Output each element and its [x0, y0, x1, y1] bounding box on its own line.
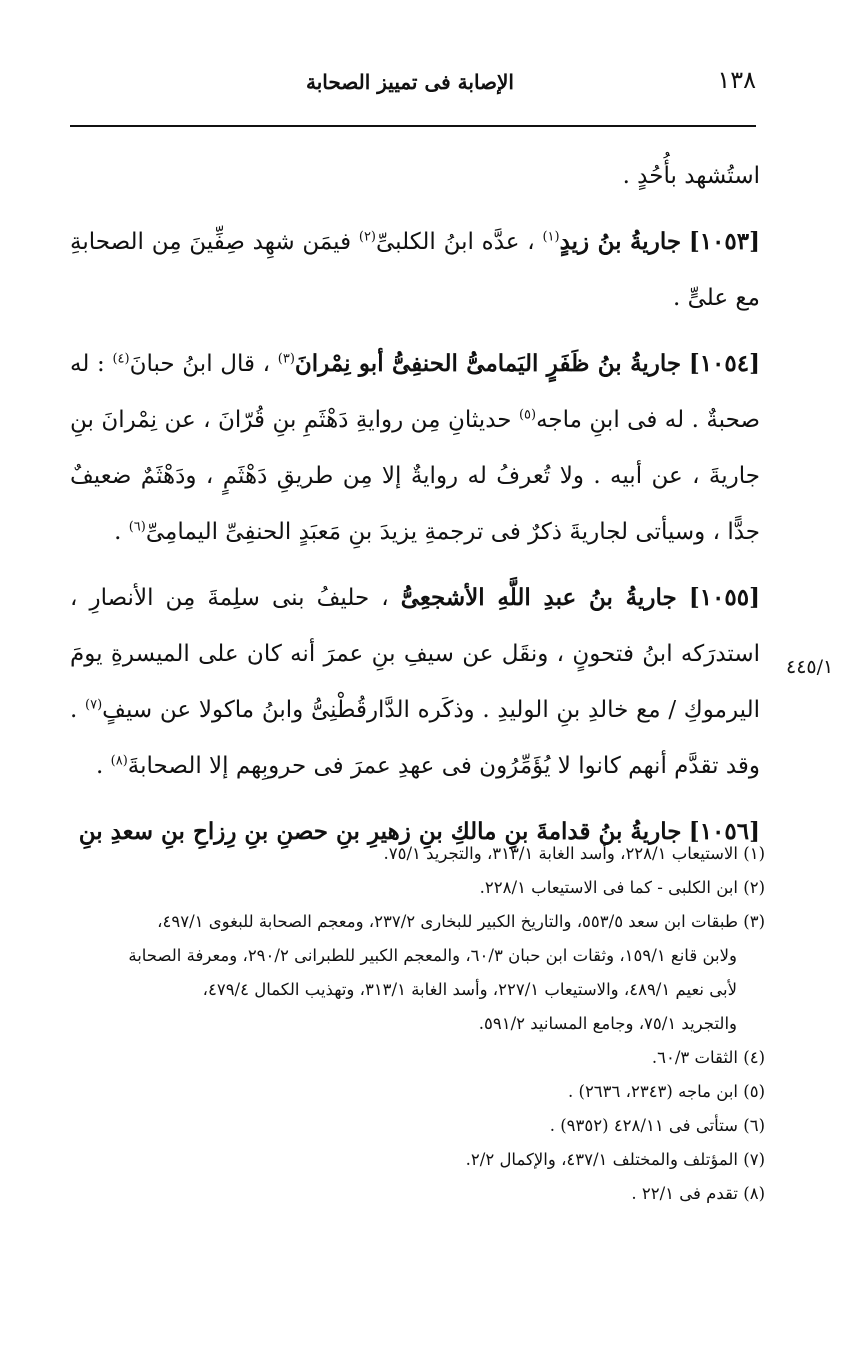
footnote-ref: (٨) [110, 753, 128, 769]
entry-text: حديثانِ مِن روايةِ دَهْثَمِ بنِ قُرّانَ ، عن نِمْرانَ بنِ جاريةَ ، عن أبيه . ولا تُعرفُ له روايةٌ إلا مِن طريقِ دَهْثَمٍ ، ودَهْثَمٌ ضعيفٌ جدًّا ، وسيأتى لجاريةَ ذكرٌ فى ترجمةِ يزيدَ بنِ مَعبَدٍ الحنفِىِّ اليمامِىِّ [70, 407, 760, 545]
footnote-ref: (١) [542, 229, 560, 245]
footnote: (٣) طبقات ابن سعد ٥٥٣/٥، والتاريخ الكبير للبخارى ٢٣٧/٢، ومعجم الصحابة للبغوى ٤٩٧/١، [157, 912, 765, 931]
entry-1054 [70, 336, 760, 560]
footnote-ref: (٤) [112, 351, 130, 367]
entry-name: جاريةُ بنُ زيدٍ [559, 228, 682, 255]
footnote: (٧) المؤتلف والمختلف ٤٣٧/١، والإكمال ٢/٢. [465, 1150, 765, 1169]
entry-text: . [114, 519, 122, 545]
main-text [70, 148, 760, 870]
entry-text: ، قال ابنُ حبانَ [129, 351, 271, 377]
footnote-ref: (٣) [277, 351, 295, 367]
entry-text: . [96, 753, 104, 779]
footnote: (١) الاستيعاب ٢٢٨/١، وأسد الغابة ٣١٣/١، والتجريد ٧٥/١. [383, 844, 765, 863]
page-number: ١٣٨ [717, 66, 756, 94]
entry-number: [١٠٥٣] [688, 228, 761, 255]
footnote-continuation: والتجريد ٧٥/١، وجامع المسانيد ٥٩١/٢. [478, 1014, 737, 1033]
running-title: الإصابة فى تمييز الصحابة [306, 70, 514, 94]
entry-text: ، حليفُ بنى سلِمةَ مِن الأنصارِ ، استدرَكه ابنُ فتحونٍ ، ونقَل عن سيفِ بنِ عمرَ أنه كان على الميسرةِ يومَ اليرموكِ / مع خالدِ بنِ الوليدِ . وذكَره الدَّارقُطْنِىُّ وابنُ ماكولا عن سيفٍ [70, 585, 760, 723]
footnote-ref: (٥) [518, 407, 537, 423]
footnotes [75, 837, 765, 1211]
footnote-ref: (٢) [358, 229, 376, 245]
entry-name: جاريةُ بنُ ظَفَرٍ اليَمامىُّ الحنفِىُّ أبو نِمْرانَ [294, 350, 682, 377]
entry-text: . وقد تقدَّم أنهم كانوا لا يُؤَمِّرُون فى عهدِ عمرَ فى حروبِهم إلا الصحابةَ [70, 697, 760, 779]
footnote: (٤) الثقات ٦٠/٣. [651, 1048, 765, 1067]
entry-number: [١٠٥٤] [688, 350, 761, 377]
footnote: (٢) ابن الكلبى - كما فى الاستيعاب ٢٢٨/١. [479, 878, 765, 897]
entry-text: : له صحبةٌ . له فى ابنِ ماجه [70, 351, 760, 433]
footnote-continuation: لأبى نعيم ٤٨٩/١، والاستيعاب ٢٢٧/١، وأسد الغابة ٣١٣/١، وتهذيب الكمال ٤٧٩/٤، [202, 980, 737, 999]
margin-page-reference: ٤٤٥/١ [786, 656, 834, 678]
entry-text: ، عدَّه ابنُ الكلبىِّ [376, 229, 535, 255]
entry-name: جاريةُ بنُ قدامةَ بنِ مالكِ بنِ زهيرِ بنِ حصنِ بنِ رِزاحِ بنِ سعدِ بنِ [78, 818, 682, 845]
footnote-ref: (٧) [85, 697, 103, 713]
header-rule [70, 125, 756, 127]
footnote: (٦) ستأتى فى ٤٢٨/١١ (٩٣٥٢) . [549, 1116, 765, 1135]
entry-text: فيمَن شهِد صِفِّينَ مِن الصحابةِ مع علىٍّ . [70, 229, 760, 311]
footnote-continuation: ولابن قانع ١٥٩/١، وثقات ابن حبان ٦٠/٣، والمعجم الكبير للطبرانى ٢٩٠/٢، ومعرفة الصحابة [128, 946, 737, 965]
paragraph-continuation: استُشهد بأُحُدٍ . [622, 163, 760, 189]
entry-1053 [70, 214, 760, 326]
footnote: (٥) ابن ماجه (٢٣٤٣، ٢٦٣٦) . [568, 1082, 765, 1101]
entry-name: جاريةُ بنُ عبدِ اللَّهِ الأشجعِىُّ [400, 584, 677, 611]
footnote-ref: (٦) [128, 519, 146, 535]
footnote: (٨) تقدم فى ٢٢/١ . [631, 1184, 765, 1203]
entry-number: [١٠٥٦] [688, 818, 760, 845]
entry-number: [١٠٥٥] [688, 584, 761, 611]
entry-1055 [70, 570, 760, 794]
